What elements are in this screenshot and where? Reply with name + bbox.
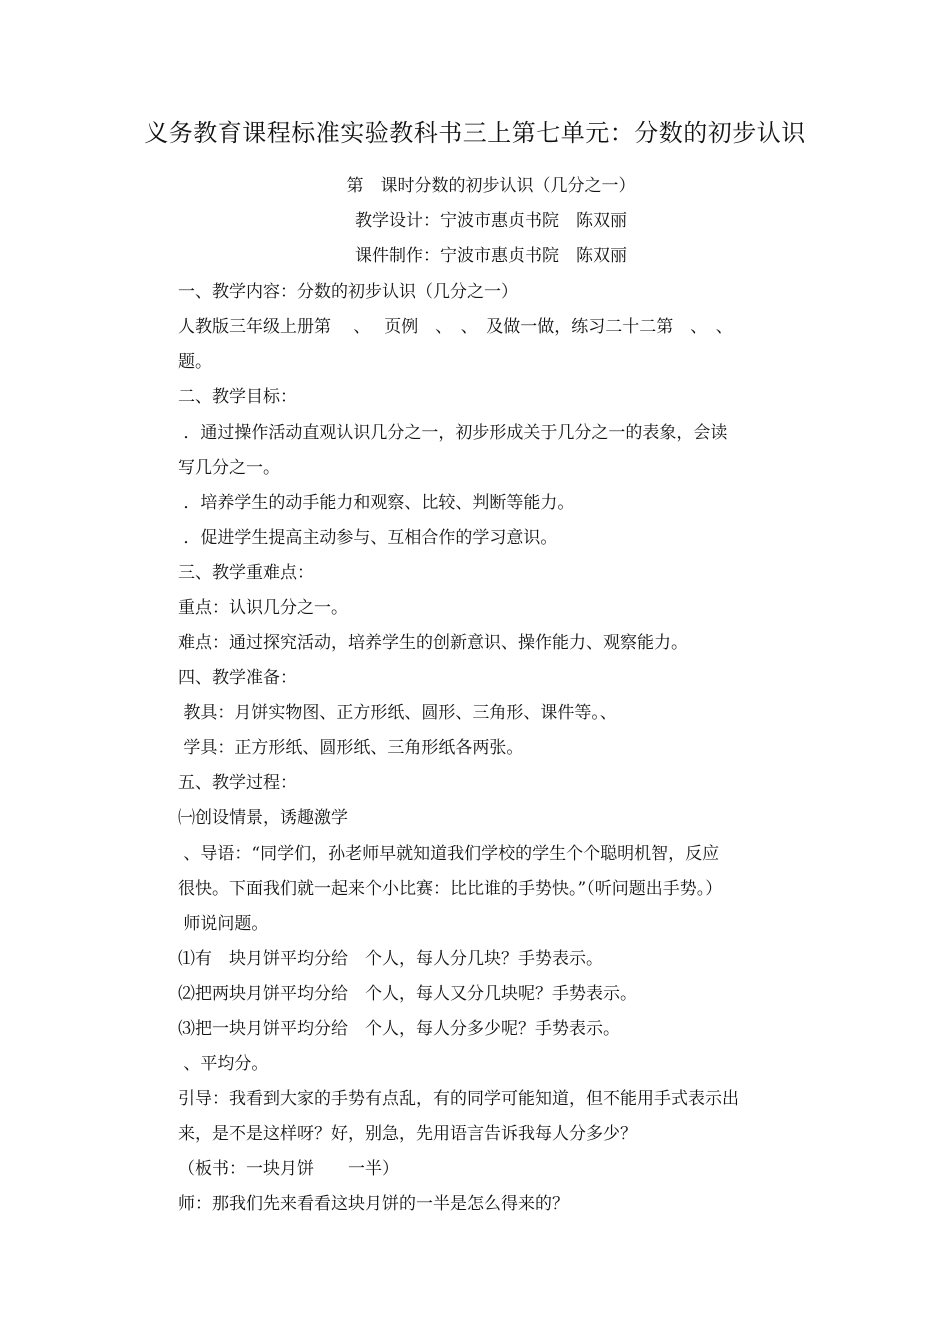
key-point: 重点：认识几分之一。 (178, 598, 348, 618)
question-item: ⑶把一块月饼平均分给 个人，每人分多少呢？手势表示。 (178, 1019, 620, 1039)
paragraph-line: 、平均分。 (178, 1054, 269, 1074)
design-credit: 教学设计：宁波市惠贞书院 陈双丽 (355, 211, 627, 231)
student-aids: 学具：正方形纸、圆形纸、三角形纸各两张。 (178, 738, 524, 758)
paragraph-line: 师：那我们先来看看这块月饼的一半是怎么得来的？ (178, 1194, 569, 1214)
section-process-heading: 五、教学过程： (178, 773, 297, 793)
courseware-credit: 课件制作：宁波市惠贞书院 陈双丽 (355, 246, 627, 266)
section-content-heading: 一、教学内容：分数的初步认识（几分之一） (178, 282, 518, 302)
section-keypoints-heading: 三、教学重难点： (178, 563, 314, 583)
section-goals-heading: 二、教学目标： (178, 387, 297, 407)
content-line: 题。 (178, 352, 212, 372)
question-item: ⑴有 块月饼平均分给 个人，每人分几块？手势表示。 (178, 949, 603, 969)
goal-item-continued: 写几分之一。 (178, 458, 280, 478)
goal-item: ．通过操作活动直观认识几分之一，初步形成关于几分之一的表象，会读 (178, 423, 728, 443)
paragraph-line: 引导：我看到大家的手势有点乱，有的同学可能知道，但不能用手式表示出 (178, 1089, 739, 1109)
paragraph-line: 来，是不是这样呀？好，别急，先用语言告诉我每人分多少？ (178, 1124, 637, 1144)
difficult-point: 难点：通过探究活动，培养学生的创新意识、操作能力、观察能力。 (178, 633, 688, 653)
content-line: 人教版三年级上册第 、 页例 、 、 及做一做，练习二十二第 、 、 (178, 317, 733, 337)
goal-item: ．培养学生的动手能力和观察、比较、判断等能力。 (178, 493, 575, 513)
document-title: 义务教育课程标准实验教科书三上第七单元：分数的初步认识 (144, 119, 806, 147)
question-item: ⑵把两块月饼平均分给 个人，每人又分几块呢？手势表示。 (178, 984, 637, 1004)
teaching-aids: 教具：月饼实物图、正方形纸、圆形、三角形、课件等。、 (178, 703, 617, 723)
paragraph-line: 师说问题。 (178, 914, 269, 934)
paragraph-line: 很快。下面我们就一起来个小比赛：比比谁的手势快。”（听问题出手势。） (178, 879, 723, 899)
section-preparation-heading: 四、教学准备： (178, 668, 297, 688)
lesson-subtitle: 第 课时分数的初步认识（几分之一） (346, 176, 636, 196)
board-note: （板书：一块月饼 一半） (178, 1159, 399, 1179)
paragraph-line: 、导语：“同学们，孙老师早就知道我们学校的学生个个聪明机智，反应 (178, 844, 720, 864)
goal-item: ．促进学生提高主动参与、互相合作的学习意识。 (178, 528, 558, 548)
process-step-heading: ㈠创设情景，诱趣激学 (178, 808, 348, 828)
